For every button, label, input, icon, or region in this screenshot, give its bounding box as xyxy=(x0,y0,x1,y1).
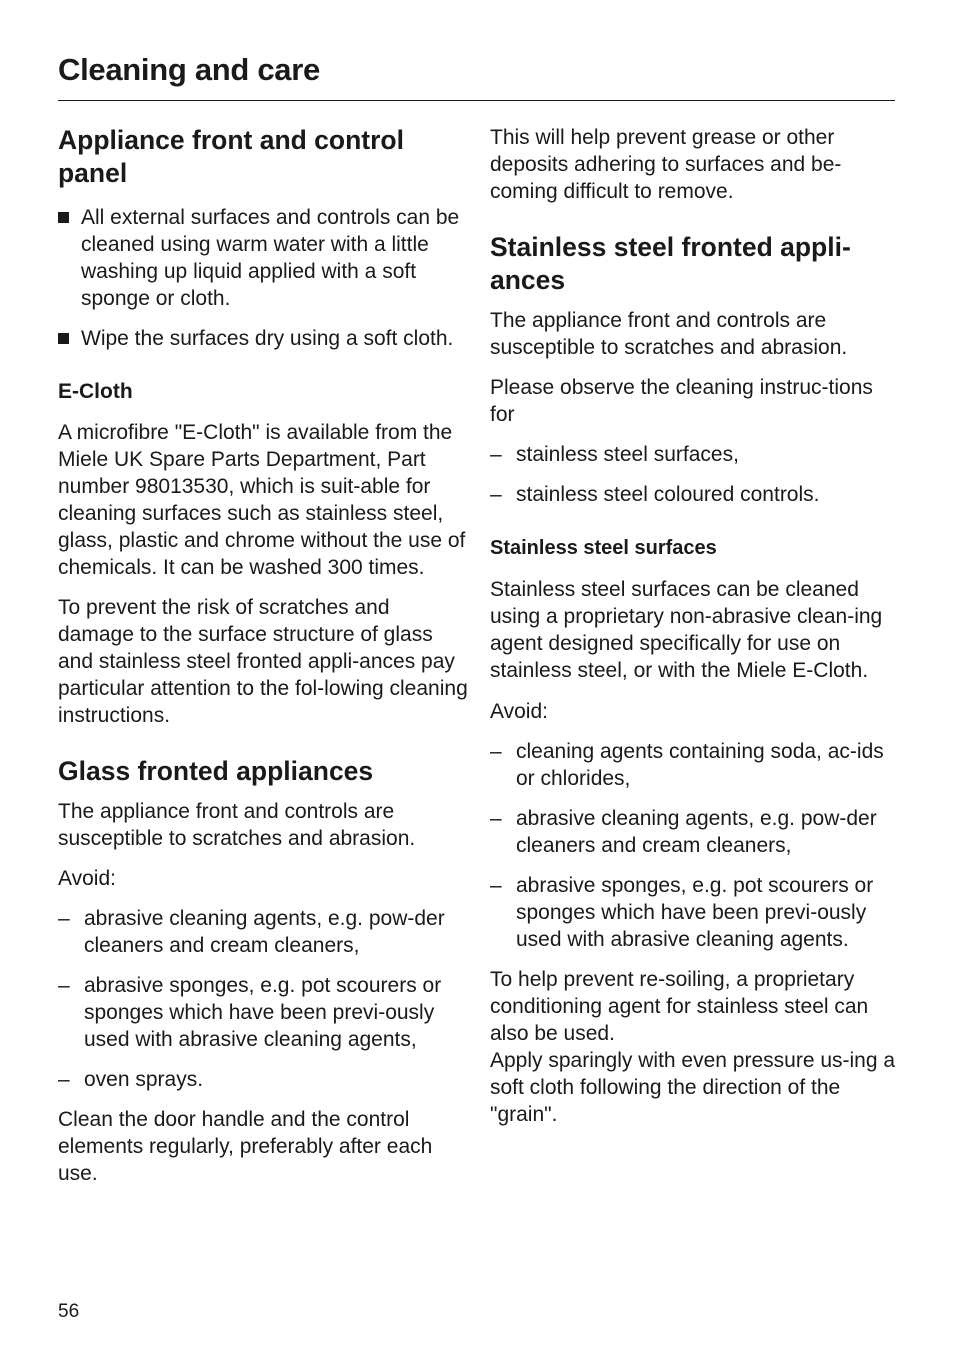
dash-item xyxy=(490,738,900,792)
apply-paragraph: Apply sparingly with even pressure us-ing a soft cloth following the direction of the "grain". xyxy=(490,1049,896,1126)
ecloth-heading: E-Cloth xyxy=(58,380,133,403)
glass-avoid-label: Avoid: xyxy=(58,867,116,890)
page-title: Cleaning and care xyxy=(58,52,320,87)
glass-intro-paragraph: The appliance front and controls are susceptible to scratches and abrasion. xyxy=(58,800,416,850)
square-bullet-icon xyxy=(58,333,69,344)
dash-text: oven sprays. xyxy=(84,1068,204,1091)
dash-item xyxy=(58,972,468,1053)
conditioning-paragraph: To help prevent re-soiling, a proprietary conditioning agent for stainless steel can also be used. xyxy=(490,968,869,1045)
continued-paragraph: This will help prevent grease or other deposits adhering to surfaces and be-coming difficult to remove. xyxy=(490,126,842,203)
stainless-surfaces-heading: Stainless steel surfaces xyxy=(490,537,717,559)
dash-item xyxy=(490,872,900,953)
bullet-item xyxy=(58,204,468,312)
stainless-avoid-label: Avoid: xyxy=(490,700,548,723)
dash-item xyxy=(58,1066,468,1093)
dash-text: stainless steel coloured controls. xyxy=(516,483,820,506)
glass-fronted-heading: Glass fronted appliances xyxy=(58,756,374,786)
dash-text: abrasive cleaning agents, e.g. pow-der cleaners and cream cleaners, xyxy=(84,907,445,957)
title-rule xyxy=(58,100,895,101)
glass-care-paragraph: Clean the door handle and the control elements regularly, preferably after each use. xyxy=(58,1108,433,1185)
dash-item xyxy=(490,441,900,468)
bullet-text: All external surfaces and controls can be cleaned using warm water with a little washing up liquid applied with a soft sponge or cloth. xyxy=(81,206,460,310)
bullet-item xyxy=(58,325,468,352)
ecloth-warning-paragraph: To prevent the risk of scratches and damage to the surface structure of glass and stainless steel fronted appli-ances pay particular attention to the fol-lowing cleaning instructions. xyxy=(58,596,468,727)
dash-marker: – xyxy=(58,1068,70,1091)
square-bullet-icon xyxy=(58,212,69,223)
dash-text: abrasive sponges, e.g. pot scourers or sponges which have been previ-ously used with abrasive cleaning agents. xyxy=(516,874,874,951)
dash-text: cleaning agents containing soda, ac-ids or chlorides, xyxy=(516,740,884,790)
dash-text: abrasive sponges, e.g. pot scourers or sponges which have been previ-ously used with abrasive cleaning agents, xyxy=(84,974,442,1051)
left-column xyxy=(58,124,468,1187)
dash-marker: – xyxy=(58,974,70,997)
right-column xyxy=(490,124,900,1128)
dash-text: stainless steel surfaces, xyxy=(516,443,739,466)
dash-item xyxy=(490,805,900,859)
dash-text: abrasive cleaning agents, e.g. pow-der cleaners and cream cleaners, xyxy=(516,807,877,857)
bullet-text: Wipe the surfaces dry using a soft cloth. xyxy=(81,327,454,350)
dash-marker: – xyxy=(490,483,502,506)
stainless-fronted-heading: Stainless steel fronted appli-ances xyxy=(490,232,851,295)
stainless-intro-paragraph: The appliance front and controls are susceptible to scratches and abrasion. xyxy=(490,309,848,359)
dash-marker: – xyxy=(490,740,502,763)
dash-marker: – xyxy=(490,807,502,830)
dash-marker: – xyxy=(58,907,70,930)
stainless-surfaces-paragraph: Stainless steel surfaces can be cleaned using a proprietary non-abrasive clean-ing agent designed specifically for use on stainless steel, or with the Miele E-Cloth. xyxy=(490,578,883,682)
ecloth-paragraph: A microfibre "E-Cloth" is available from the Miele UK Spare Parts Department, Part number 98013530, which is suit-able for cleaning surfaces such as stainless steel, glass, plastic and chrome without the use of chemicals. It can be washed 300 times. xyxy=(58,421,466,579)
dash-item xyxy=(58,905,468,959)
appliance-front-heading: Appliance front and control panel xyxy=(58,125,404,188)
dash-marker: – xyxy=(490,874,502,897)
dash-item xyxy=(490,481,900,508)
stainless-observe-paragraph: Please observe the cleaning instruc-tions for xyxy=(490,376,873,426)
dash-marker: – xyxy=(490,443,502,466)
page-number: 56 xyxy=(58,1301,80,1322)
